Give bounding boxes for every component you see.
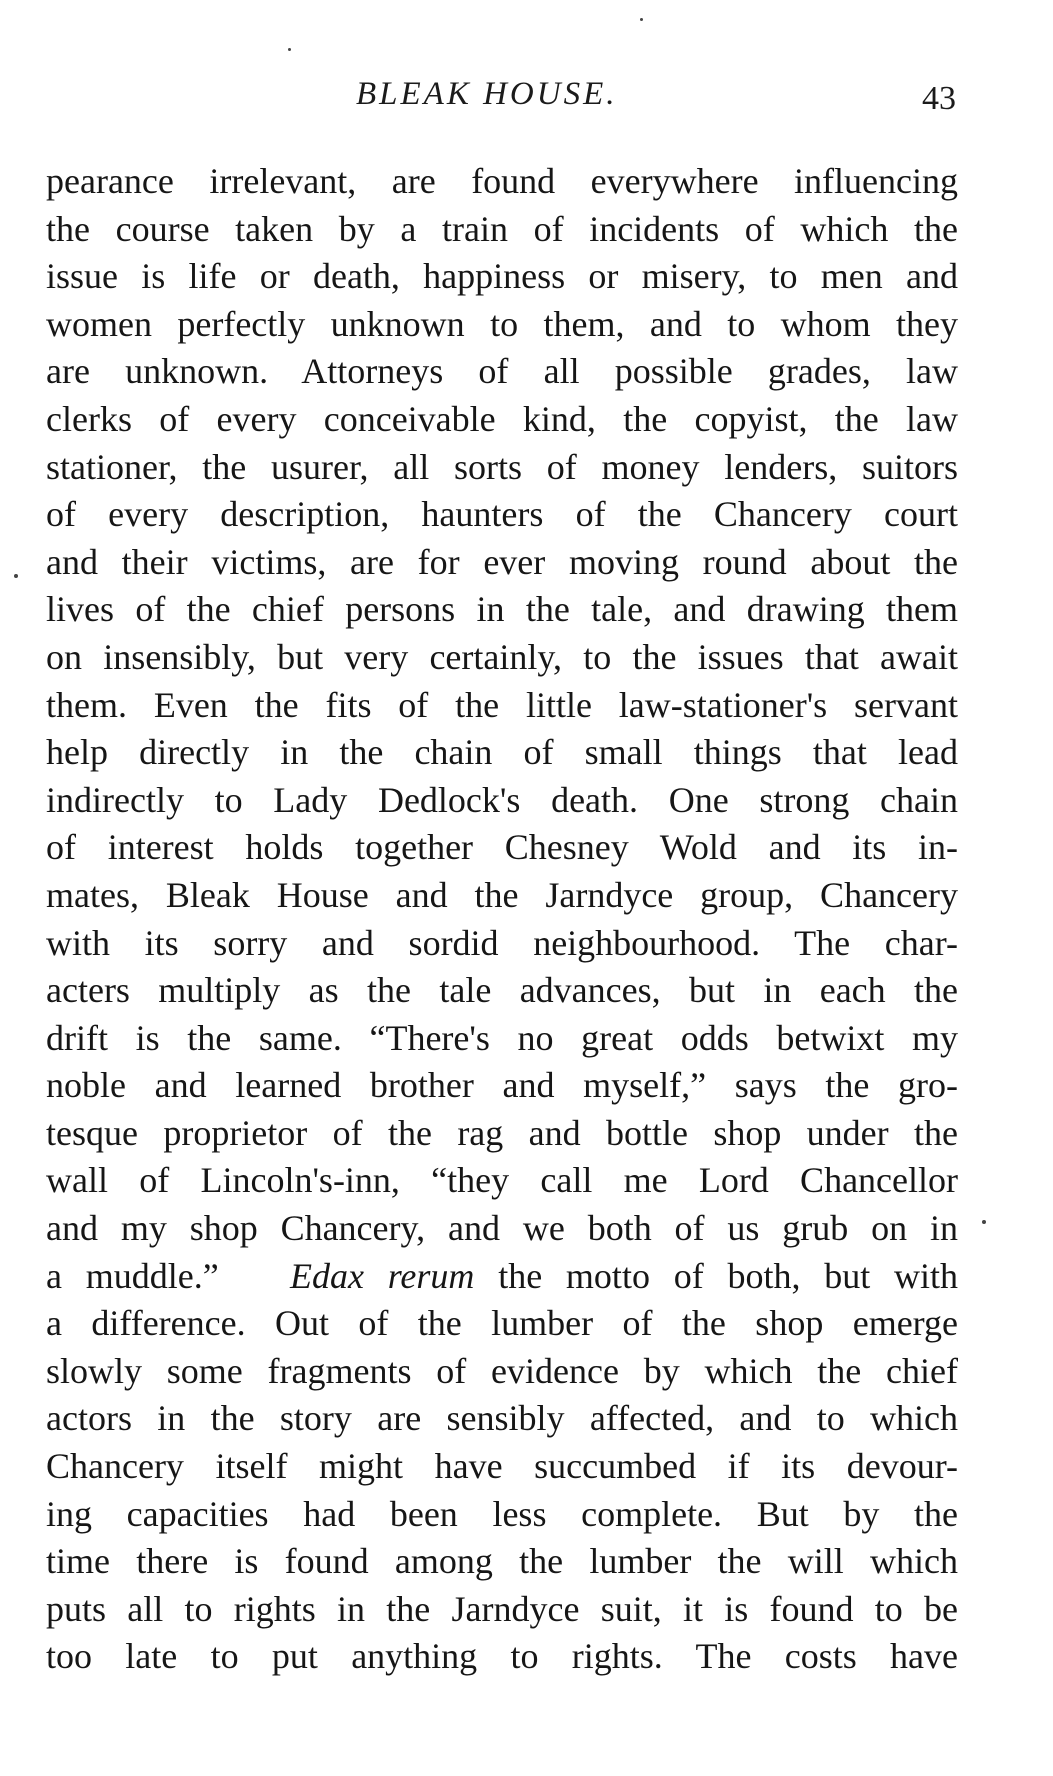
text-line: help directly in the chain of small things that lead: [46, 732, 958, 773]
text-line: tesque proprietor of the rag and bottle shop under the: [46, 1112, 958, 1153]
text-line: mates, Bleak House and the Jarndyce group, Chancery: [46, 874, 958, 915]
print-speck: [14, 574, 18, 578]
text-line-mixed: [46, 1253, 958, 1301]
text-segment: the motto of both, but with: [498, 1255, 958, 1296]
text-line: indirectly to Lady Dedlock's death. One strong chain: [46, 779, 958, 820]
body-text: [46, 158, 958, 1681]
text-line: and my shop Chancery, and we both of us grub on in: [46, 1208, 958, 1249]
text-line: lives of the chief persons in the tale, and drawing them: [46, 589, 958, 630]
text-line: time there is found among the lumber the will which: [46, 1541, 958, 1582]
text-line: too late to put anything to rights. The costs have: [46, 1636, 958, 1677]
page-number: 43: [922, 80, 956, 117]
text-line: of every description, haunters of the Chancery court: [46, 494, 958, 535]
text-line: them. Even the fits of the little law-stationer's servant: [46, 684, 958, 725]
text-line: ing capacities had been less complete. But by the: [46, 1493, 958, 1534]
text-line: acters multiply as the tale advances, but in each the: [46, 970, 958, 1011]
text-line: of interest holds together Chesney Wold and its in-: [46, 827, 958, 868]
page-header: [0, 76, 1053, 126]
italic-phrase: Edax rerum: [290, 1255, 475, 1296]
text-segment: a muddle.”: [46, 1255, 219, 1296]
text-line: women perfectly unknown to them, and to whom they: [46, 303, 958, 344]
print-speck: [982, 1220, 986, 1224]
print-speck: [640, 18, 643, 21]
text-line: puts all to rights in the Jarndyce suit, it is found to be: [46, 1588, 958, 1629]
text-line: actors in the story are sensibly affected, and to which: [46, 1398, 958, 1439]
text-line: on insensibly, but very certainly, to the issues that await: [46, 636, 958, 677]
text-line: issue is life or death, happiness or misery, to men and: [46, 256, 958, 297]
text-line: with its sorry and sordid neighbourhood. The char-: [46, 922, 958, 963]
text-line: stationer, the usurer, all sorts of money lenders, suitors: [46, 446, 958, 487]
running-title: BLEAK HOUSE.: [356, 76, 618, 112]
text-line: slowly some fragments of evidence by which the chief: [46, 1350, 958, 1391]
print-speck: [288, 48, 291, 51]
text-line: wall of Lincoln's-inn, “they call me Lord Chancellor: [46, 1160, 958, 1201]
text-line: noble and learned brother and myself,” says the gro-: [46, 1065, 958, 1106]
text-line: Chancery itself might have succumbed if its devour-: [46, 1446, 958, 1487]
text-line: a difference. Out of the lumber of the shop emerge: [46, 1303, 958, 1344]
text-line: drift is the same. “There's no great odds betwixt my: [46, 1017, 958, 1058]
text-line: the course taken by a train of incidents of which the: [46, 208, 958, 249]
text-line: pearance irrelevant, are found everywhere influencing: [46, 161, 958, 201]
text-line: are unknown. Attorneys of all possible grades, law: [46, 351, 958, 392]
text-line: and their victims, are for ever moving round about the: [46, 541, 958, 582]
text-line: clerks of every conceivable kind, the copyist, the law: [46, 398, 958, 439]
